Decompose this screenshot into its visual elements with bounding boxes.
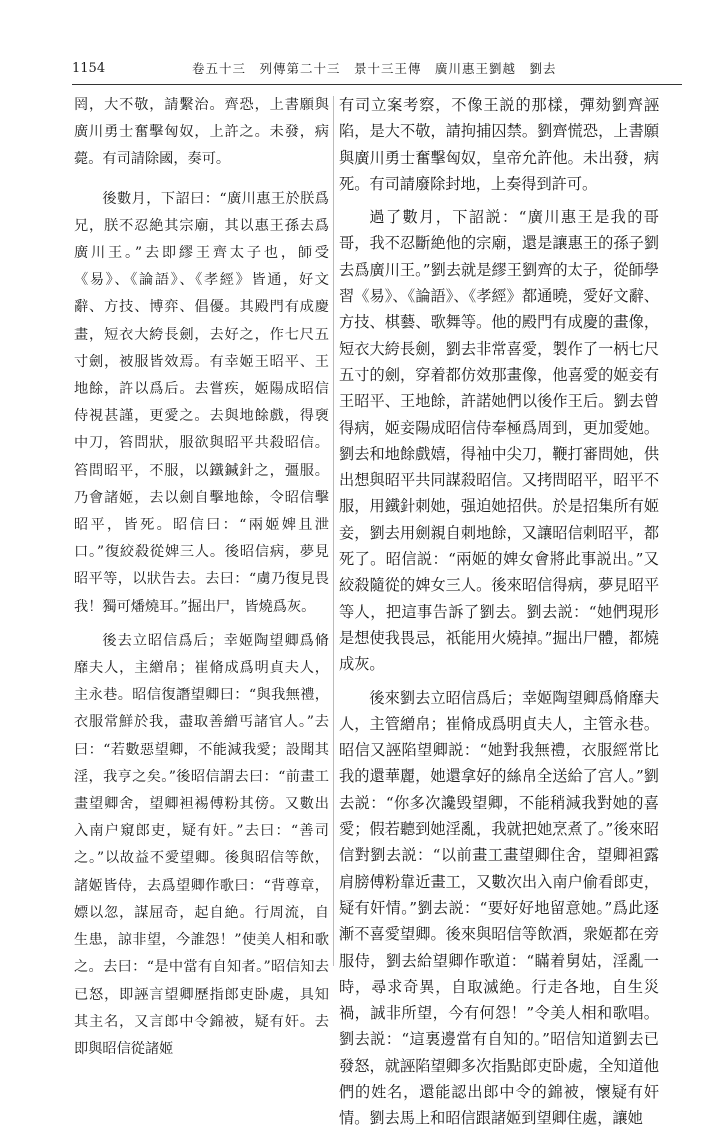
translation-text-column — [339, 92, 659, 1128]
translation-paragraph: 有司立案考察，不像王説的那樣，彈劾劉齊誣陷，是大不敬，請拘捕囚禁。劉齊慌恐，上書願與廣川勇士奮擊匈奴，皇帝允許他。未出發，病死。有司請廢除封地，上奏得到許可。 — [339, 96, 659, 193]
classical-paragraph: 罔，大不敬，請繫治。齊恐，上書願與廣川勇士奮擊匈奴，上許之。未發，病薨。有司請除國，奏可。 — [74, 97, 329, 168]
header-rule — [72, 84, 682, 85]
classical-paragraph: 後去立昭信爲后；幸姬陶望卿爲脩靡夫人，主繒帛；崔脩成爲明貞夫人，主永巷。昭信復譖望卿曰：“與我無禮，衣服常鮮於我，盡取善繒丐諸官人。”去曰：“若數惡望卿，不能減我愛；設聞其淫，我亨之矣。”後昭信謂去曰：“前畫工畫望卿舍，望卿袒裼傅粉其傍。又數出入南户窺郎吏，疑有奸。”去曰：“善司之。”以故益不愛望卿。後與昭信等飲，諸姬皆侍，去爲望卿作歌曰：“背尊章，嫖以忽，謀屈奇，起自絶。行周流，自生患，諒非望，今誰怨！”使美人相和歌之。去曰：“是中當有自知者。”昭信知去已怒，即誣言望卿歷指郎吏卧處，具知其主名，又言郎中令錦被，疑有奸。去即與昭信從諸姬 — [74, 632, 329, 1057]
page-number: 1154 — [72, 61, 106, 76]
classical-paragraph: 後數月，下詔曰：“廣川惠王於朕爲兄，朕不忍絶其宗廟，其以惠王孫去爲廣川王。”去即繆王齊太子也，師受《易》、《論語》、《孝經》皆通，好文辭、方技、博弈、倡優。其殿門有成慶畫，短衣大絝長劍，去好之，作七尺五寸劍，被服皆效焉。有幸姬王昭平、王地餘，許以爲后。去嘗疾，姬陽成昭信侍視甚謹，更愛之。去與地餘戲，得褏中刀，笞問狀，服欲與昭平共殺昭信。笞問昭平，不服，以鐵鍼針之，彊服。乃會諸姬，去以劍自擊地餘，令昭信擊昭平，皆死。昭信曰：“兩姬婢且泄口。”復絞殺從婢三人。後昭信病，夢見昭平等，以狀告去。去曰：“虜乃復見畏我！獨可燔燒耳。”掘出尸，皆燒爲灰。 — [74, 190, 329, 615]
column-divider — [333, 96, 334, 966]
page-header — [72, 58, 672, 80]
classical-text-column — [74, 92, 329, 1057]
running-title: 卷五十三 列傳第二十三 景十三王傳 廣川惠王劉越 劉去 — [192, 61, 557, 76]
translation-paragraph: 後來劉去立昭信爲后；幸姬陶望卿爲脩靡夫人，主管繒帛；崔脩成爲明貞夫人，主管永巷。昭信又誣陷望卿説：“她對我無禮，衣服經常比我的還華麗，她還拿好的絲帛全送給了宫人。”劉去説：“你多次讒毁望卿，不能稍減我對她的喜愛；假若聽到她淫亂，我就把她烹煮了。”後來昭信對劉去説：“以前畫工畫望卿住舍，望卿袒露肩膀傅粉靠近畫工，又數次出入南户偷看郎吏，疑有奸情。”劉去説：“要好好地留意她。”爲此逐漸不喜愛望卿。後來與昭信等飲酒，衆姬都在旁服侍，劉去給望卿作歌道：“瞞着舅姑，淫亂一時，尋求奇異，自取滅絶。行走各地，自生災禍，誠非所望，今有何怨！”令美人相和歌唱。劉去説：“這裏邊當有自知的。”昭信知道劉去已發怒，就誣陷望卿多次指點郎吏卧處，全知道他們的姓名，還能認出郎中令的錦被，懷疑有奸情。劉去馬上和昭信跟諸姬到望卿住處，讓她 — [339, 688, 659, 1128]
translation-paragraph: 過了數月，下詔説：“廣川惠王是我的哥哥，我不忍斷絶他的宗廟，還是讓惠王的孫子劉去爲廣川王。”劉去就是繆王劉齊的太子，從師學習《易》、《論語》、《孝經》都通曉，愛好文辭、方技、棋藝、歌舞等。他的殿門有成慶的畫像，短衣大絝長劍，劉去非常喜愛，製作了一柄七尺五寸的劍，穿着都仿效那畫像，他喜愛的姬妾有王昭平、王地餘，許諾她們以後作王后。劉去曾得病，姬妾陽成昭信侍奉極爲周到，更加愛她。劉去和地餘戲嬉，得袖中尖刀，鞭打審問她，供出想與昭平共同謀殺昭信。又拷問昭平，昭平不服，用鐵針刺她，强迫她招供。於是招集所有姬妾，劉去用劍親自刺地餘，又讓昭信刺昭平，都死了。昭信説：“兩姬的婢女會將此事説出。”又絞殺隨從的婢女三人。後來昭信得病，夢見昭平等人，把這事告訴了劉去。劉去説：“她們現形是想使我畏忌，祇能用火燒掉。”掘出尸體，都燒成灰。 — [339, 208, 659, 674]
